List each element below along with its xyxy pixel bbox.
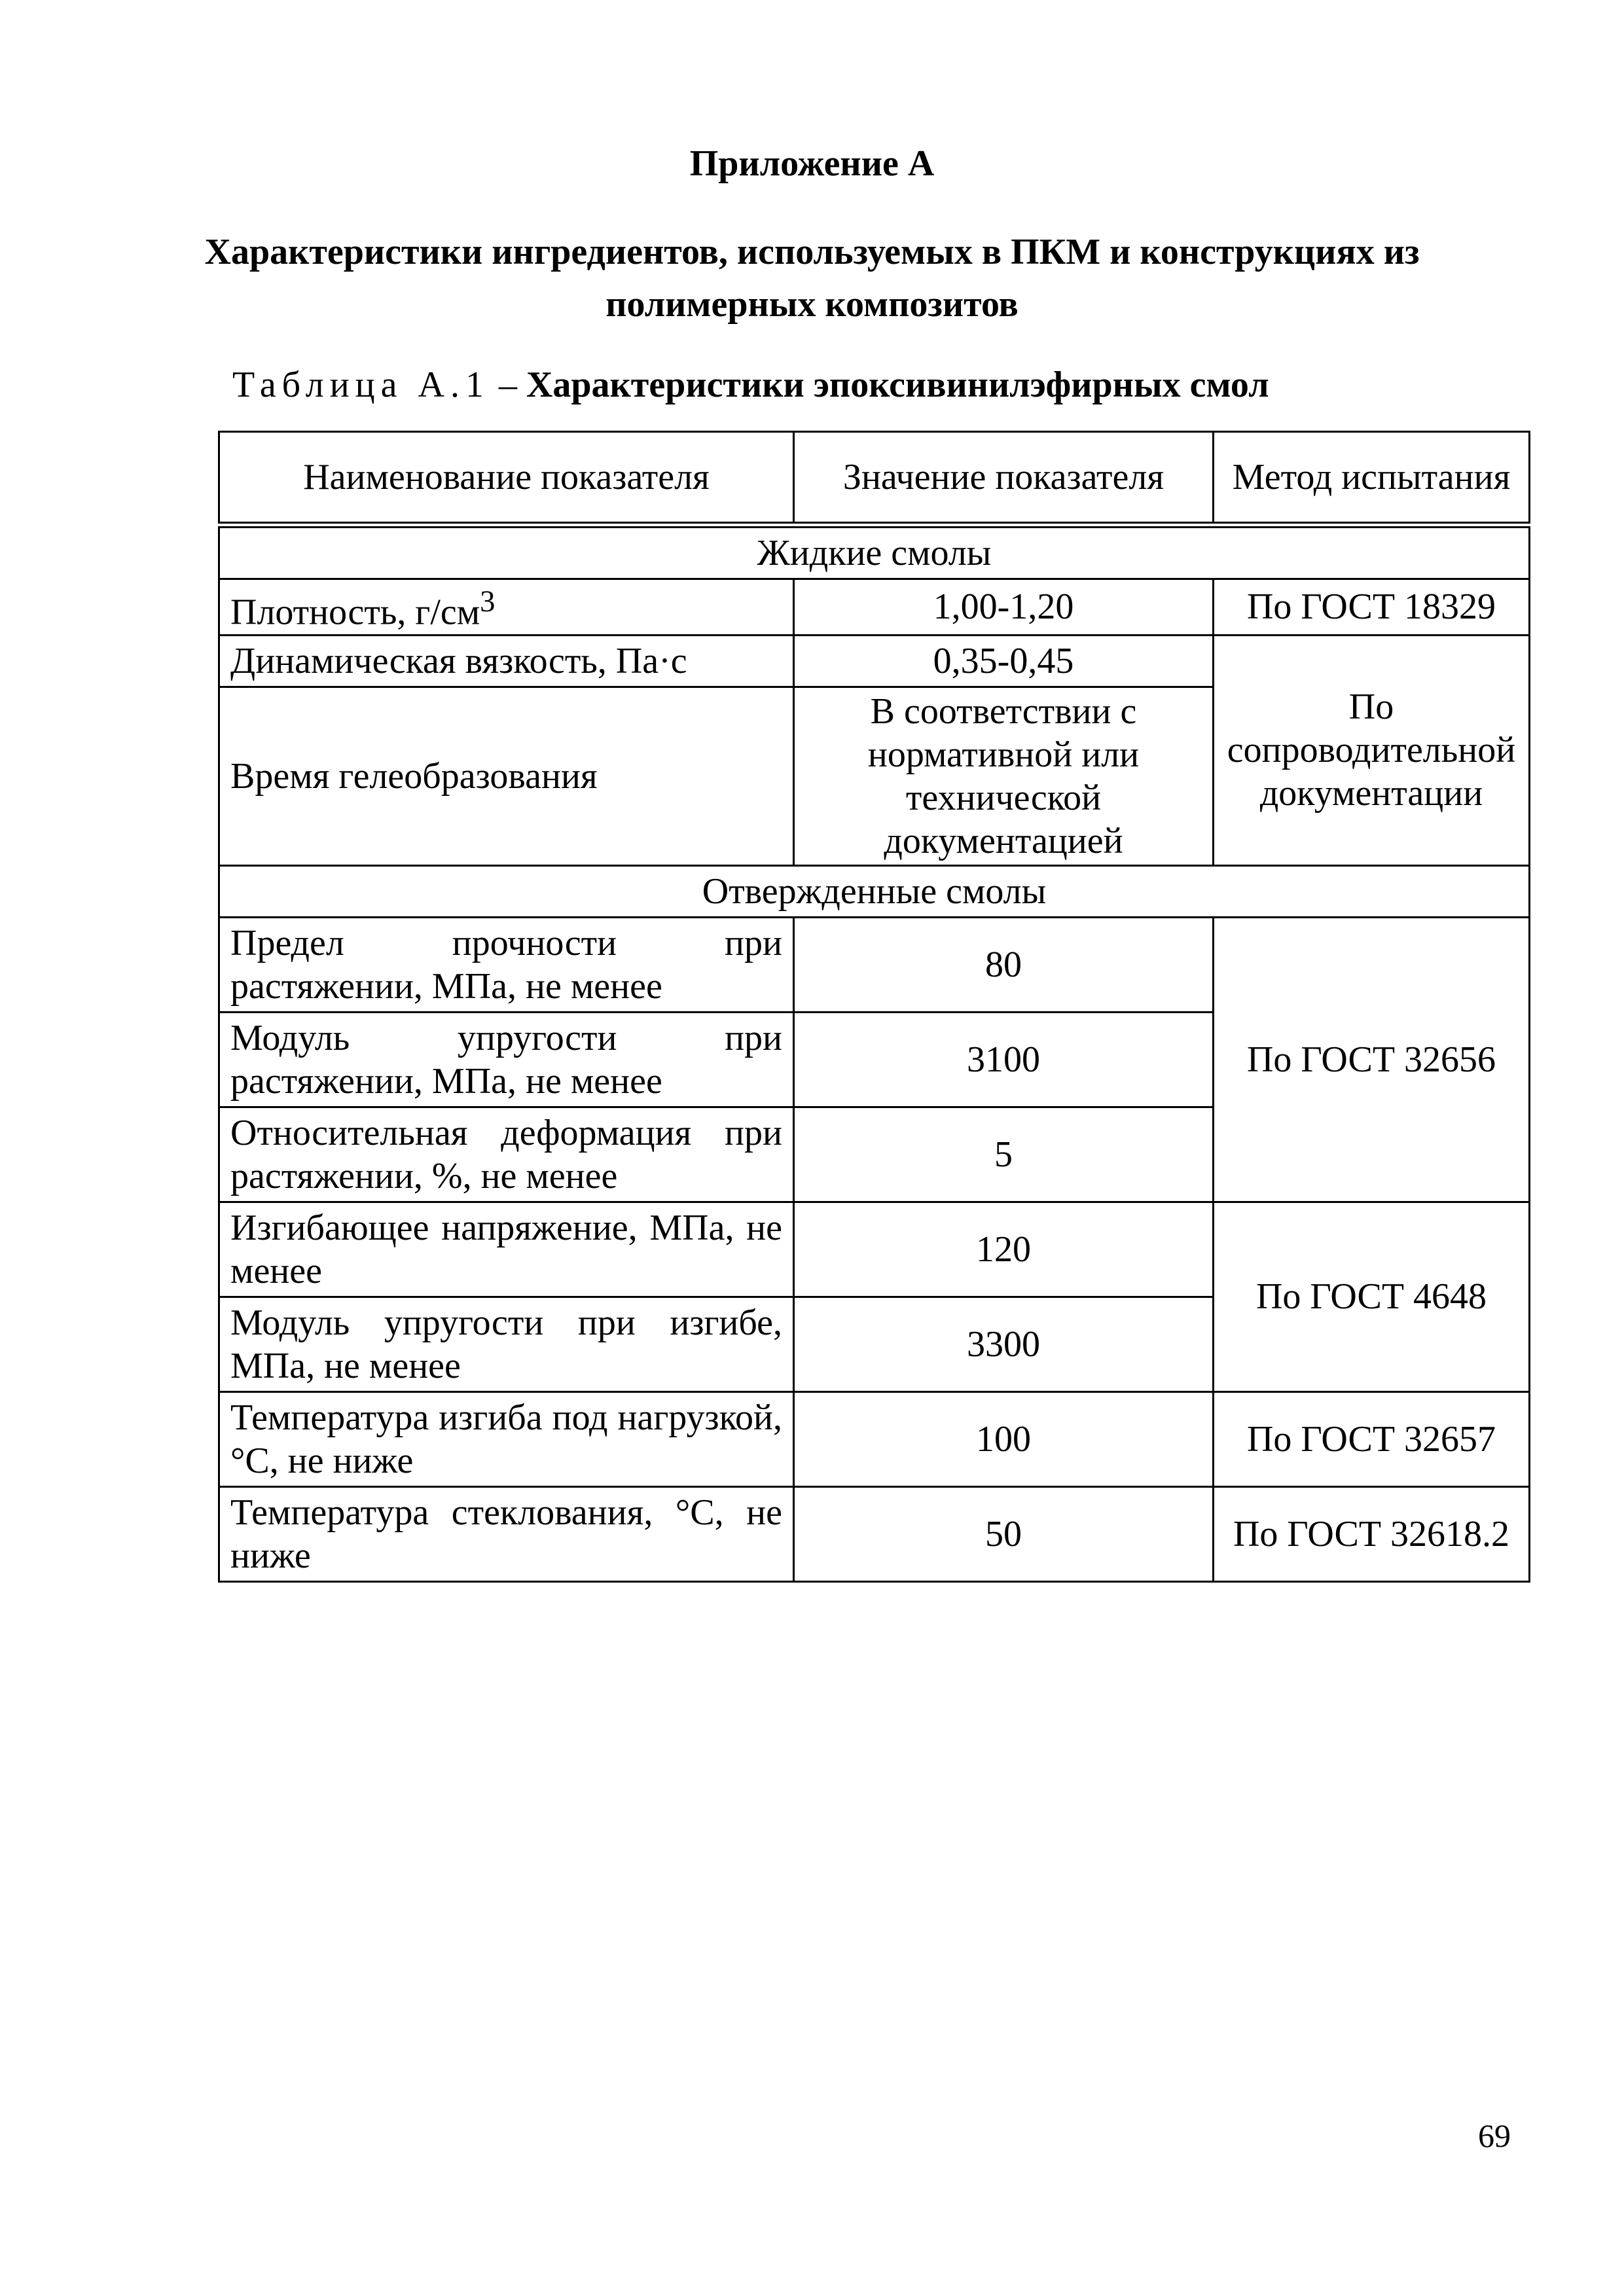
- flexural-stress-name: Изгибающее напряжение, МПа, не менее: [219, 1202, 794, 1297]
- flexural-method: По ГОСТ 4648: [1214, 1202, 1530, 1391]
- tensile-strength-name: Предел прочности при растяжении, МПа, не менее: [219, 917, 794, 1012]
- section-liquid-label: Жидкие смолы: [219, 525, 1530, 579]
- hdt-method: По ГОСТ 32657: [1214, 1391, 1530, 1486]
- table-caption-label: Таблица А.1: [232, 365, 490, 405]
- glass-transition-value: 50: [794, 1486, 1214, 1581]
- table-row: [219, 917, 1530, 1012]
- glass-transition-name: Температура стеклования, °С, не ниже: [219, 1486, 794, 1581]
- elongation-value: 5: [794, 1107, 1214, 1202]
- tensile-modulus-name: Модуль упругости при растяжении, МПа, не менее: [219, 1012, 794, 1107]
- table-row: [219, 1202, 1530, 1297]
- viscosity-name: Динамическая вязкость, Па·с: [219, 635, 794, 687]
- table-header-row: [219, 432, 1530, 526]
- glass-transition-method: По ГОСТ 32618.2: [1214, 1486, 1530, 1581]
- table-caption-title: Характеристики эпоксивинилэфирных смол: [526, 365, 1269, 405]
- table-row: [219, 1391, 1530, 1486]
- table-row: [219, 1486, 1530, 1581]
- header-method: Метод испытания: [1214, 432, 1530, 526]
- properties-table: [218, 431, 1530, 1583]
- flexural-modulus-name: Модуль упругости при изгибе, МПа, не менее: [219, 1297, 794, 1391]
- gel-time-value: В соответствии с нормативной или технической документацией: [794, 687, 1214, 865]
- flexural-modulus-value: 3300: [794, 1297, 1214, 1391]
- section-cured-label: Отвержденные смолы: [219, 865, 1530, 917]
- section-row-liquid: [219, 525, 1530, 579]
- table-row: [219, 635, 1530, 687]
- table-caption: [232, 362, 1269, 408]
- table-row: [219, 579, 1530, 636]
- page-number: 69: [1478, 2117, 1511, 2154]
- density-name-sup: 3: [480, 584, 496, 619]
- hdt-value: 100: [794, 1391, 1214, 1486]
- section-row-cured: [219, 865, 1530, 917]
- section-title: Характеристики ингредиентов, используемых в ПКМ и конструкциях из полимерных композитов: [204, 232, 1420, 325]
- tensile-strength-value: 80: [794, 917, 1214, 1012]
- density-method: По ГОСТ 18329: [1214, 579, 1530, 636]
- appendix-title: Приложение А: [689, 143, 935, 184]
- header-name: Наименование показателя: [219, 432, 794, 526]
- table-caption-dash: –: [489, 365, 526, 405]
- viscosity-value: 0,35-0,45: [794, 635, 1214, 687]
- tensile-modulus-value: 3100: [794, 1012, 1214, 1107]
- docs-method: По сопроводительной документации: [1214, 635, 1530, 865]
- gel-time-name: Время гелеобразования: [219, 687, 794, 865]
- density-value: 1,00-1,20: [794, 579, 1214, 636]
- hdt-name: Температура изгиба под нагрузкой, °С, не ниже: [219, 1391, 794, 1486]
- density-name: [219, 579, 794, 636]
- flexural-stress-value: 120: [794, 1202, 1214, 1297]
- tensile-method: По ГОСТ 32656: [1214, 917, 1530, 1202]
- elongation-name: Относительная деформация при растяжении, %, не менее: [219, 1107, 794, 1202]
- density-name-text: Плотность, г/см: [230, 592, 480, 633]
- header-value: Значение показателя: [794, 432, 1214, 526]
